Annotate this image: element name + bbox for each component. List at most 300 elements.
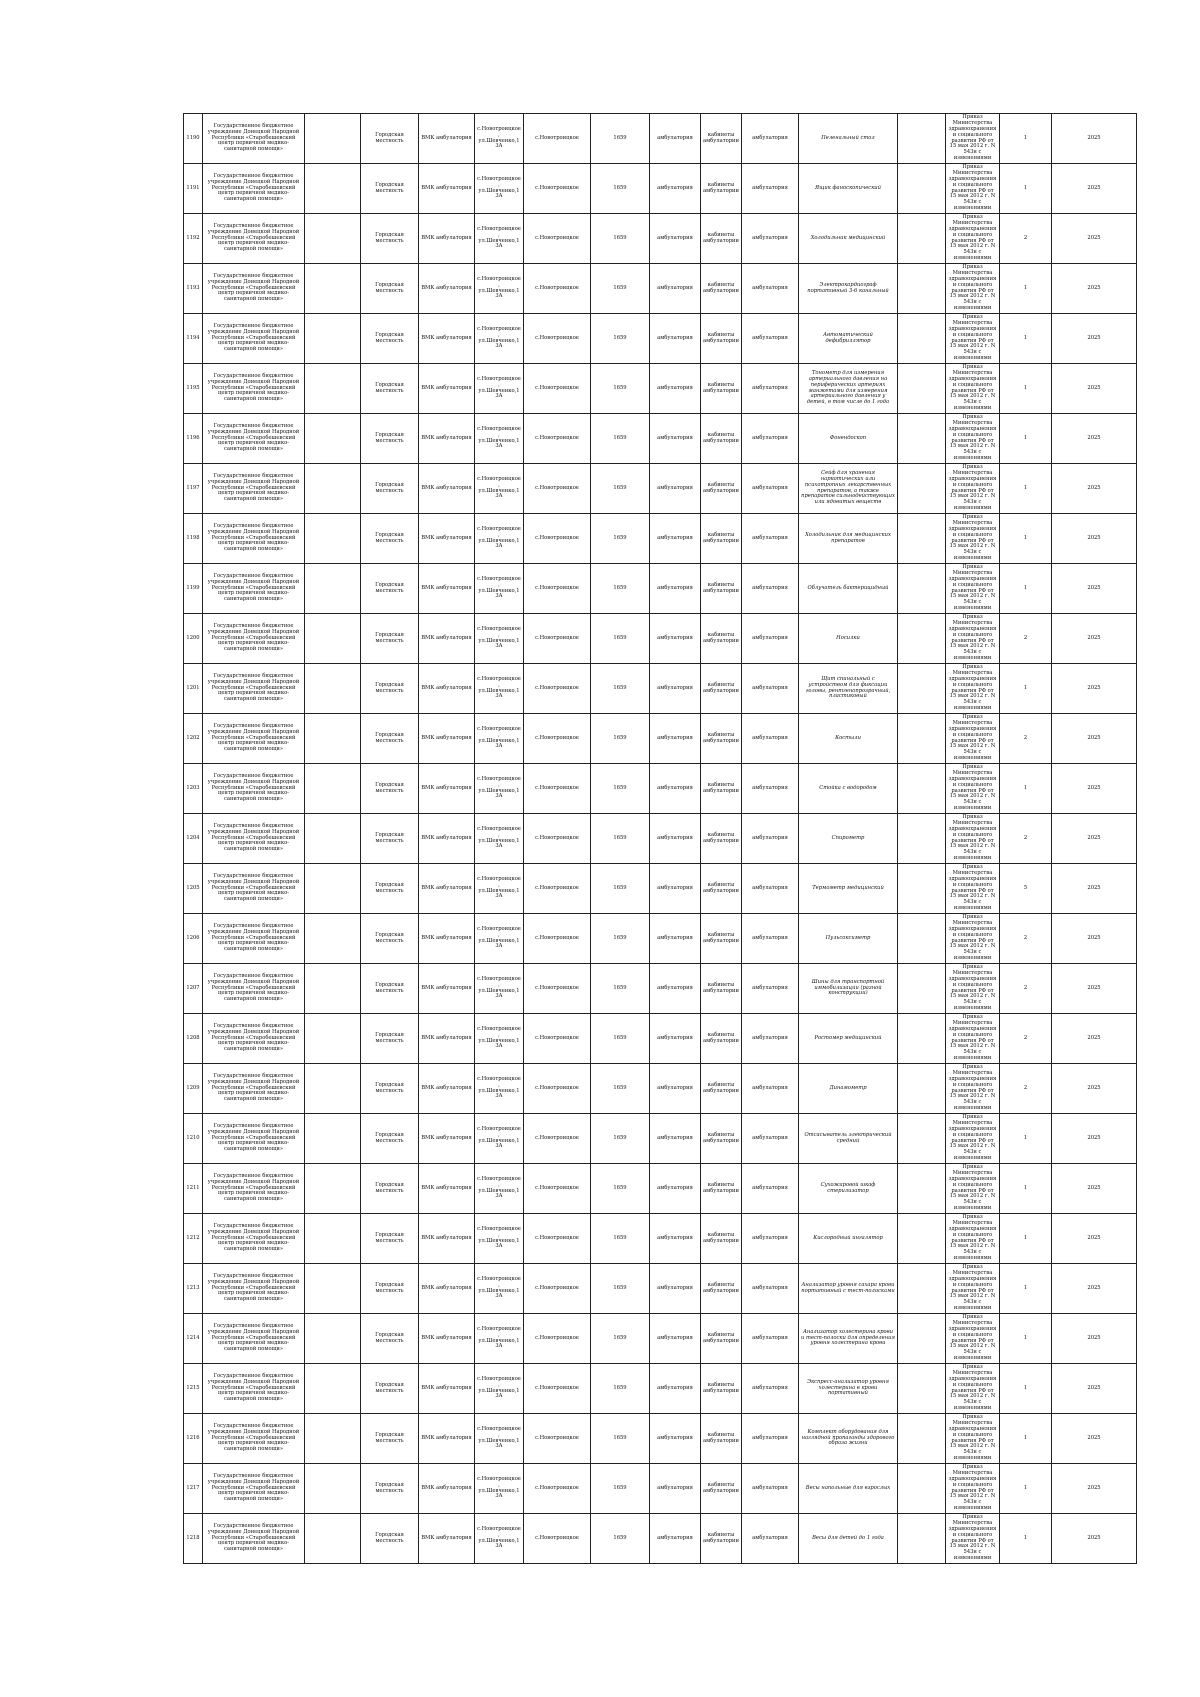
empty-cell	[305, 1414, 361, 1464]
year-built: 1659	[591, 514, 650, 564]
equipment-item: Пульсоксиметр	[799, 914, 898, 964]
organization-name: Государственное бюджетное учреждение Донецкой Народной Республики «Старобешевский центр первичной медико-санитарной помощи»	[203, 514, 305, 564]
year: 2025	[1052, 314, 1137, 364]
profile: амбулатория	[742, 1364, 799, 1414]
facility-type: ВМК амбулатория	[419, 214, 475, 264]
year-built: 1659	[591, 264, 650, 314]
settlement-type: Городская местность	[361, 314, 419, 364]
department: амбулатория	[650, 264, 701, 314]
facility-type: ВМК амбулатория	[419, 1314, 475, 1364]
row-number: 1195	[184, 364, 203, 414]
empty-cell	[305, 764, 361, 814]
department: амбулатория	[650, 1114, 701, 1164]
empty-cell	[898, 464, 946, 514]
empty-cell	[898, 1164, 946, 1214]
room: кабинеты амбулатории	[701, 1364, 742, 1414]
table-row	[184, 314, 1137, 364]
regulation-order: Приказ Министерства здравоохранения и социального развития РФ от 15 мая 2012 г. N 543н с изменениями	[946, 1164, 1000, 1214]
profile: амбулатория	[742, 214, 799, 264]
facility-type: ВМК амбулатория	[419, 1414, 475, 1464]
department: амбулатория	[650, 714, 701, 764]
empty-cell	[305, 314, 361, 364]
row-number: 1211	[184, 1164, 203, 1214]
regulation-order: Приказ Министерства здравоохранения и социального развития РФ от 15 мая 2012 г. N 543н с изменениями	[946, 1514, 1000, 1564]
facility-type: ВМК амбулатория	[419, 414, 475, 464]
organization-name: Государственное бюджетное учреждение Донецкой Народной Республики «Старобешевский центр первичной медико-санитарной помощи»	[203, 1014, 305, 1064]
year: 2025	[1052, 214, 1137, 264]
address: с.Новотроицкое, ул.Шевченко,13А	[475, 1014, 524, 1064]
row-number: 1218	[184, 1514, 203, 1564]
room: кабинеты амбулатории	[701, 364, 742, 414]
year-built: 1659	[591, 314, 650, 364]
settlement-type: Городская местность	[361, 864, 419, 914]
year-built: 1659	[591, 214, 650, 264]
department: амбулатория	[650, 1064, 701, 1114]
settlement-type: Городская местность	[361, 1114, 419, 1164]
regulation-order: Приказ Министерства здравоохранения и социального развития РФ от 15 мая 2012 г. N 543н с изменениями	[946, 964, 1000, 1014]
document-sheet	[183, 113, 1136, 1564]
address: с.Новотроицкое, ул.Шевченко,13А	[475, 314, 524, 364]
room: кабинеты амбулатории	[701, 114, 742, 164]
settlement-type: Городская местность	[361, 214, 419, 264]
quantity: 1	[1000, 764, 1052, 814]
year: 2025	[1052, 864, 1137, 914]
department: амбулатория	[650, 464, 701, 514]
regulation-order: Приказ Министерства здравоохранения и социального развития РФ от 15 мая 2012 г. N 543н с изменениями	[946, 814, 1000, 864]
row-number: 1204	[184, 814, 203, 864]
equipment-item: Электрокардиограф портативный 3-6 канальный	[799, 264, 898, 314]
year-built: 1659	[591, 564, 650, 614]
facility-type: ВМК амбулатория	[419, 1114, 475, 1164]
organization-name: Государственное бюджетное учреждение Донецкой Народной Республики «Старобешевский центр первичной медико-санитарной помощи»	[203, 164, 305, 214]
settlement-type: Городская местность	[361, 1264, 419, 1314]
facility-type: ВМК амбулатория	[419, 1514, 475, 1564]
room: кабинеты амбулатории	[701, 1064, 742, 1114]
table-row	[184, 464, 1137, 514]
locality: с.Новотроицкое	[524, 864, 591, 914]
profile: амбулатория	[742, 114, 799, 164]
facility-type: ВМК амбулатория	[419, 1214, 475, 1264]
table-row	[184, 364, 1137, 414]
empty-cell	[898, 814, 946, 864]
year-built: 1659	[591, 1214, 650, 1264]
empty-cell	[305, 414, 361, 464]
address: с.Новотроицкое, ул.Шевченко,13А	[475, 414, 524, 464]
locality: с.Новотроицкое	[524, 1164, 591, 1214]
empty-cell	[898, 364, 946, 414]
year: 2025	[1052, 764, 1137, 814]
equipment-item: Облучатель бактерицидный	[799, 564, 898, 614]
row-number: 1216	[184, 1414, 203, 1464]
facility-type: ВМК амбулатория	[419, 1464, 475, 1514]
profile: амбулатория	[742, 364, 799, 414]
year-built: 1659	[591, 1014, 650, 1064]
row-number: 1197	[184, 464, 203, 514]
facility-type: ВМК амбулатория	[419, 1064, 475, 1114]
settlement-type: Городская местность	[361, 914, 419, 964]
quantity: 1	[1000, 564, 1052, 614]
regulation-order: Приказ Министерства здравоохранения и социального развития РФ от 15 мая 2012 г. N 543н с изменениями	[946, 264, 1000, 314]
profile: амбулатория	[742, 1014, 799, 1064]
department: амбулатория	[650, 964, 701, 1014]
row-number: 1206	[184, 914, 203, 964]
room: кабинеты амбулатории	[701, 264, 742, 314]
regulation-order: Приказ Министерства здравоохранения и социального развития РФ от 15 мая 2012 г. N 543н с изменениями	[946, 564, 1000, 614]
organization-name: Государственное бюджетное учреждение Донецкой Народной Республики «Старобешевский центр первичной медико-санитарной помощи»	[203, 464, 305, 514]
department: амбулатория	[650, 1214, 701, 1264]
regulation-order: Приказ Министерства здравоохранения и социального развития РФ от 15 мая 2012 г. N 543н с изменениями	[946, 1064, 1000, 1114]
year-built: 1659	[591, 664, 650, 714]
empty-cell	[898, 414, 946, 464]
room: кабинеты амбулатории	[701, 1164, 742, 1214]
facility-type: ВМК амбулатория	[419, 814, 475, 864]
organization-name: Государственное бюджетное учреждение Донецкой Народной Республики «Старобешевский центр первичной медико-санитарной помощи»	[203, 714, 305, 764]
profile: амбулатория	[742, 964, 799, 1014]
quantity: 1	[1000, 414, 1052, 464]
profile: амбулатория	[742, 764, 799, 814]
regulation-order: Приказ Министерства здравоохранения и социального развития РФ от 15 мая 2012 г. N 543н с изменениями	[946, 1364, 1000, 1414]
row-number: 1213	[184, 1264, 203, 1314]
empty-cell	[898, 1314, 946, 1364]
department: амбулатория	[650, 314, 701, 364]
year-built: 1659	[591, 1414, 650, 1464]
quantity: 1	[1000, 1414, 1052, 1464]
empty-cell	[305, 114, 361, 164]
room: кабинеты амбулатории	[701, 164, 742, 214]
regulation-order: Приказ Министерства здравоохранения и социального развития РФ от 15 мая 2012 г. N 543н с изменениями	[946, 1414, 1000, 1464]
locality: с.Новотроицкое	[524, 1464, 591, 1514]
year: 2025	[1052, 1314, 1137, 1364]
year-built: 1659	[591, 964, 650, 1014]
year: 2025	[1052, 264, 1137, 314]
row-number: 1207	[184, 964, 203, 1014]
regulation-order: Приказ Министерства здравоохранения и социального развития РФ от 15 мая 2012 г. N 543н с изменениями	[946, 314, 1000, 364]
equipment-item: Термометр медицинский	[799, 864, 898, 914]
empty-cell	[898, 1214, 946, 1264]
department: амбулатория	[650, 364, 701, 414]
row-number: 1193	[184, 264, 203, 314]
empty-cell	[305, 964, 361, 1014]
settlement-type: Городская местность	[361, 1164, 419, 1214]
locality: с.Новотроицкое	[524, 1414, 591, 1464]
department: амбулатория	[650, 214, 701, 264]
regulation-order: Приказ Министерства здравоохранения и социального развития РФ от 15 мая 2012 г. N 543н с изменениями	[946, 1264, 1000, 1314]
address: с.Новотроицкое, ул.Шевченко,13А	[475, 664, 524, 714]
locality: с.Новотроицкое	[524, 914, 591, 964]
year: 2025	[1052, 1264, 1137, 1314]
empty-cell	[305, 364, 361, 414]
department: амбулатория	[650, 764, 701, 814]
department: амбулатория	[650, 864, 701, 914]
department: амбулатория	[650, 514, 701, 564]
table-row	[184, 664, 1137, 714]
row-number: 1205	[184, 864, 203, 914]
organization-name: Государственное бюджетное учреждение Донецкой Народной Республики «Старобешевский центр первичной медико-санитарной помощи»	[203, 764, 305, 814]
organization-name: Государственное бюджетное учреждение Донецкой Народной Республики «Старобешевский центр первичной медико-санитарной помощи»	[203, 864, 305, 914]
regulation-order: Приказ Министерства здравоохранения и социального развития РФ от 15 мая 2012 г. N 543н с изменениями	[946, 714, 1000, 764]
quantity: 1	[1000, 1514, 1052, 1564]
room: кабинеты амбулатории	[701, 1314, 742, 1364]
department: амбулатория	[650, 1514, 701, 1564]
year: 2025	[1052, 1364, 1137, 1414]
empty-cell	[898, 764, 946, 814]
empty-cell	[898, 264, 946, 314]
settlement-type: Городская местность	[361, 1314, 419, 1364]
locality: с.Новотроицкое	[524, 114, 591, 164]
equipment-item: Стойка с водородом	[799, 764, 898, 814]
year-built: 1659	[591, 714, 650, 764]
profile: амбулатория	[742, 664, 799, 714]
locality: с.Новотроицкое	[524, 464, 591, 514]
profile: амбулатория	[742, 864, 799, 914]
year: 2025	[1052, 914, 1137, 964]
row-number: 1212	[184, 1214, 203, 1264]
settlement-type: Городская местность	[361, 614, 419, 664]
year: 2025	[1052, 1164, 1137, 1214]
equipment-item: Пеленальный стол	[799, 114, 898, 164]
equipment-item: Шины для транспортной иммобилизации (разной конструкции)	[799, 964, 898, 1014]
equipment-item: Носилки	[799, 614, 898, 664]
facility-type: ВМК амбулатория	[419, 1014, 475, 1064]
empty-cell	[305, 1064, 361, 1114]
facility-type: ВМК амбулатория	[419, 314, 475, 364]
empty-cell	[305, 1114, 361, 1164]
regulation-order: Приказ Министерства здравоохранения и социального развития РФ от 15 мая 2012 г. N 543н с изменениями	[946, 664, 1000, 714]
department: амбулатория	[650, 1314, 701, 1364]
profile: амбулатория	[742, 1414, 799, 1464]
year-built: 1659	[591, 814, 650, 864]
equipment-table	[183, 113, 1137, 1564]
empty-cell	[898, 914, 946, 964]
organization-name: Государственное бюджетное учреждение Донецкой Народной Республики «Старобешевский центр первичной медико-санитарной помощи»	[203, 1264, 305, 1314]
department: амбулатория	[650, 164, 701, 214]
row-number: 1200	[184, 614, 203, 664]
empty-cell	[305, 464, 361, 514]
profile: амбулатория	[742, 814, 799, 864]
quantity: 1	[1000, 1164, 1052, 1214]
profile: амбулатория	[742, 264, 799, 314]
organization-name: Государственное бюджетное учреждение Донецкой Народной Республики «Старобешевский центр первичной медико-санитарной помощи»	[203, 914, 305, 964]
table-row	[184, 1514, 1137, 1564]
regulation-order: Приказ Министерства здравоохранения и социального развития РФ от 15 мая 2012 г. N 543н с изменениями	[946, 364, 1000, 414]
locality: с.Новотроицкое	[524, 714, 591, 764]
regulation-order: Приказ Министерства здравоохранения и социального развития РФ от 15 мая 2012 г. N 543н с изменениями	[946, 1464, 1000, 1514]
regulation-order: Приказ Министерства здравоохранения и социального развития РФ от 15 мая 2012 г. N 543н с изменениями	[946, 1114, 1000, 1164]
regulation-order: Приказ Министерства здравоохранения и социального развития РФ от 15 мая 2012 г. N 543н с изменениями	[946, 464, 1000, 514]
year-built: 1659	[591, 114, 650, 164]
year: 2025	[1052, 564, 1137, 614]
department: амбулатория	[650, 1264, 701, 1314]
address: с.Новотроицкое, ул.Шевченко,13А	[475, 114, 524, 164]
regulation-order: Приказ Министерства здравоохранения и социального развития РФ от 15 мая 2012 г. N 543н с изменениями	[946, 1214, 1000, 1264]
department: амбулатория	[650, 1414, 701, 1464]
facility-type: ВМК амбулатория	[419, 764, 475, 814]
address: с.Новотроицкое, ул.Шевченко,13А	[475, 264, 524, 314]
empty-cell	[898, 964, 946, 1014]
table-row	[184, 1314, 1137, 1364]
profile: амбулатория	[742, 1114, 799, 1164]
empty-cell	[305, 564, 361, 614]
settlement-type: Городская местность	[361, 564, 419, 614]
facility-type: ВМК амбулатория	[419, 714, 475, 764]
room: кабинеты амбулатории	[701, 1014, 742, 1064]
locality: с.Новотроицкое	[524, 964, 591, 1014]
equipment-item: Динамометр	[799, 1064, 898, 1114]
locality: с.Новотроицкое	[524, 564, 591, 614]
table-row	[184, 864, 1137, 914]
organization-name: Государственное бюджетное учреждение Донецкой Народной Республики «Старобешевский центр первичной медико-санитарной помощи»	[203, 564, 305, 614]
equipment-item: Весы напольные для взрослых	[799, 1464, 898, 1514]
facility-type: ВМК амбулатория	[419, 914, 475, 964]
organization-name: Государственное бюджетное учреждение Донецкой Народной Республики «Старобешевский центр первичной медико-санитарной помощи»	[203, 664, 305, 714]
room: кабинеты амбулатории	[701, 1214, 742, 1264]
room: кабинеты амбулатории	[701, 414, 742, 464]
quantity: 2	[1000, 614, 1052, 664]
organization-name: Государственное бюджетное учреждение Донецкой Народной Республики «Старобешевский центр первичной медико-санитарной помощи»	[203, 1114, 305, 1164]
equipment-item: Сухожаровой шкаф стерилизатор	[799, 1164, 898, 1214]
table-body	[184, 114, 1137, 1564]
organization-name: Государственное бюджетное учреждение Донецкой Народной Республики «Старобешевский центр первичной медико-санитарной помощи»	[203, 1164, 305, 1214]
equipment-item: Ящик фаноскопический	[799, 164, 898, 214]
facility-type: ВМК амбулатория	[419, 264, 475, 314]
locality: с.Новотроицкое	[524, 1314, 591, 1364]
empty-cell	[305, 914, 361, 964]
department: амбулатория	[650, 1364, 701, 1414]
facility-type: ВМК амбулатория	[419, 1164, 475, 1214]
organization-name: Государственное бюджетное учреждение Донецкой Народной Республики «Старобешевский центр первичной медико-санитарной помощи»	[203, 414, 305, 464]
room: кабинеты амбулатории	[701, 514, 742, 564]
row-number: 1192	[184, 214, 203, 264]
quantity: 2	[1000, 1064, 1052, 1114]
row-number: 1191	[184, 164, 203, 214]
year: 2025	[1052, 364, 1137, 414]
empty-cell	[898, 214, 946, 264]
equipment-item: Анализатор уровня сахара крови портативный с тест-полосками	[799, 1264, 898, 1314]
regulation-order: Приказ Министерства здравоохранения и социального развития РФ от 15 мая 2012 г. N 543н с изменениями	[946, 414, 1000, 464]
year-built: 1659	[591, 1164, 650, 1214]
empty-cell	[898, 314, 946, 364]
year: 2025	[1052, 1514, 1137, 1564]
year: 2025	[1052, 1014, 1137, 1064]
quantity: 2	[1000, 714, 1052, 764]
equipment-item: Тонометр для измерения артериального давления на периферических артериях манжетами для измерения артериального давления у детей, в том числе до 1 года	[799, 364, 898, 414]
locality: с.Новотроицкое	[524, 1364, 591, 1414]
profile: амбулатория	[742, 314, 799, 364]
quantity: 1	[1000, 664, 1052, 714]
equipment-item: Ростомер медицинский	[799, 1014, 898, 1064]
address: с.Новотроицкое, ул.Шевченко,13А	[475, 214, 524, 264]
equipment-item: Отсасыватель электрический средний	[799, 1114, 898, 1164]
department: амбулатория	[650, 114, 701, 164]
year: 2025	[1052, 1414, 1137, 1464]
year: 2025	[1052, 664, 1137, 714]
settlement-type: Городская местность	[361, 514, 419, 564]
table-row	[184, 214, 1137, 264]
year-built: 1659	[591, 1064, 650, 1114]
room: кабинеты амбулатории	[701, 914, 742, 964]
locality: с.Новотроицкое	[524, 614, 591, 664]
empty-cell	[898, 714, 946, 764]
empty-cell	[305, 1514, 361, 1564]
department: амбулатория	[650, 614, 701, 664]
quantity: 1	[1000, 514, 1052, 564]
table-row	[184, 1464, 1137, 1514]
organization-name: Государственное бюджетное учреждение Донецкой Народной Республики «Старобешевский центр первичной медико-санитарной помощи»	[203, 1214, 305, 1264]
year: 2025	[1052, 964, 1137, 1014]
department: амбулатория	[650, 564, 701, 614]
regulation-order: Приказ Министерства здравоохранения и социального развития РФ от 15 мая 2012 г. N 543н с изменениями	[946, 214, 1000, 264]
empty-cell	[898, 514, 946, 564]
regulation-order: Приказ Министерства здравоохранения и социального развития РФ от 15 мая 2012 г. N 543н с изменениями	[946, 114, 1000, 164]
quantity: 1	[1000, 264, 1052, 314]
profile: амбулатория	[742, 1214, 799, 1264]
regulation-order: Приказ Министерства здравоохранения и социального развития РФ от 15 мая 2012 г. N 543н с изменениями	[946, 914, 1000, 964]
organization-name: Государственное бюджетное учреждение Донецкой Народной Республики «Старобешевский центр первичной медико-санитарной помощи»	[203, 114, 305, 164]
table-row	[184, 514, 1137, 564]
row-number: 1208	[184, 1014, 203, 1064]
address: с.Новотроицкое, ул.Шевченко,13А	[475, 714, 524, 764]
address: с.Новотроицкое, ул.Шевченко,13А	[475, 1164, 524, 1214]
equipment-item: Кислородный ингалятор	[799, 1214, 898, 1264]
table-row	[184, 1064, 1137, 1114]
equipment-item: Весы для детей до 1 года	[799, 1514, 898, 1564]
room: кабинеты амбулатории	[701, 814, 742, 864]
settlement-type: Городская местность	[361, 1514, 419, 1564]
address: с.Новотроицкое, ул.Шевченко,13А	[475, 764, 524, 814]
locality: с.Новотроицкое	[524, 664, 591, 714]
year: 2025	[1052, 814, 1137, 864]
quantity: 1	[1000, 1314, 1052, 1364]
table-row	[184, 564, 1137, 614]
locality: с.Новотроицкое	[524, 764, 591, 814]
table-row	[184, 414, 1137, 464]
settlement-type: Городская местность	[361, 664, 419, 714]
empty-cell	[898, 164, 946, 214]
empty-cell	[305, 514, 361, 564]
locality: с.Новотроицкое	[524, 1264, 591, 1314]
empty-cell	[305, 1464, 361, 1514]
regulation-order: Приказ Министерства здравоохранения и социального развития РФ от 15 мая 2012 г. N 543н с изменениями	[946, 764, 1000, 814]
organization-name: Государственное бюджетное учреждение Донецкой Народной Республики «Старобешевский центр первичной медико-санитарной помощи»	[203, 1414, 305, 1464]
profile: амбулатория	[742, 914, 799, 964]
table-row	[184, 1364, 1137, 1414]
address: с.Новотроицкое, ул.Шевченко,13А	[475, 864, 524, 914]
settlement-type: Городская местность	[361, 114, 419, 164]
settlement-type: Городская местность	[361, 414, 419, 464]
year-built: 1659	[591, 1464, 650, 1514]
year-built: 1659	[591, 1114, 650, 1164]
facility-type: ВМК амбулатория	[419, 664, 475, 714]
quantity: 1	[1000, 1264, 1052, 1314]
settlement-type: Городская местность	[361, 1464, 419, 1514]
settlement-type: Городская местность	[361, 464, 419, 514]
settlement-type: Городская местность	[361, 1414, 419, 1464]
room: кабинеты амбулатории	[701, 1414, 742, 1464]
quantity: 1	[1000, 464, 1052, 514]
profile: амбулатория	[742, 1464, 799, 1514]
equipment-item: Костыли	[799, 714, 898, 764]
table-row	[184, 764, 1137, 814]
facility-type: ВМК амбулатория	[419, 564, 475, 614]
settlement-type: Городская местность	[361, 264, 419, 314]
organization-name: Государственное бюджетное учреждение Донецкой Народной Республики «Старобешевский центр первичной медико-санитарной помощи»	[203, 1464, 305, 1514]
regulation-order: Приказ Министерства здравоохранения и социального развития РФ от 15 мая 2012 г. N 543н с изменениями	[946, 164, 1000, 214]
settlement-type: Городская местность	[361, 1014, 419, 1064]
equipment-item: Сейф для хранения наркотических или психотропных лекарственных препаратов, а также препаратов сильнодействующих или ядовитых веществ	[799, 464, 898, 514]
profile: амбулатория	[742, 564, 799, 614]
locality: с.Новотроицкое	[524, 364, 591, 414]
empty-cell	[898, 1114, 946, 1164]
